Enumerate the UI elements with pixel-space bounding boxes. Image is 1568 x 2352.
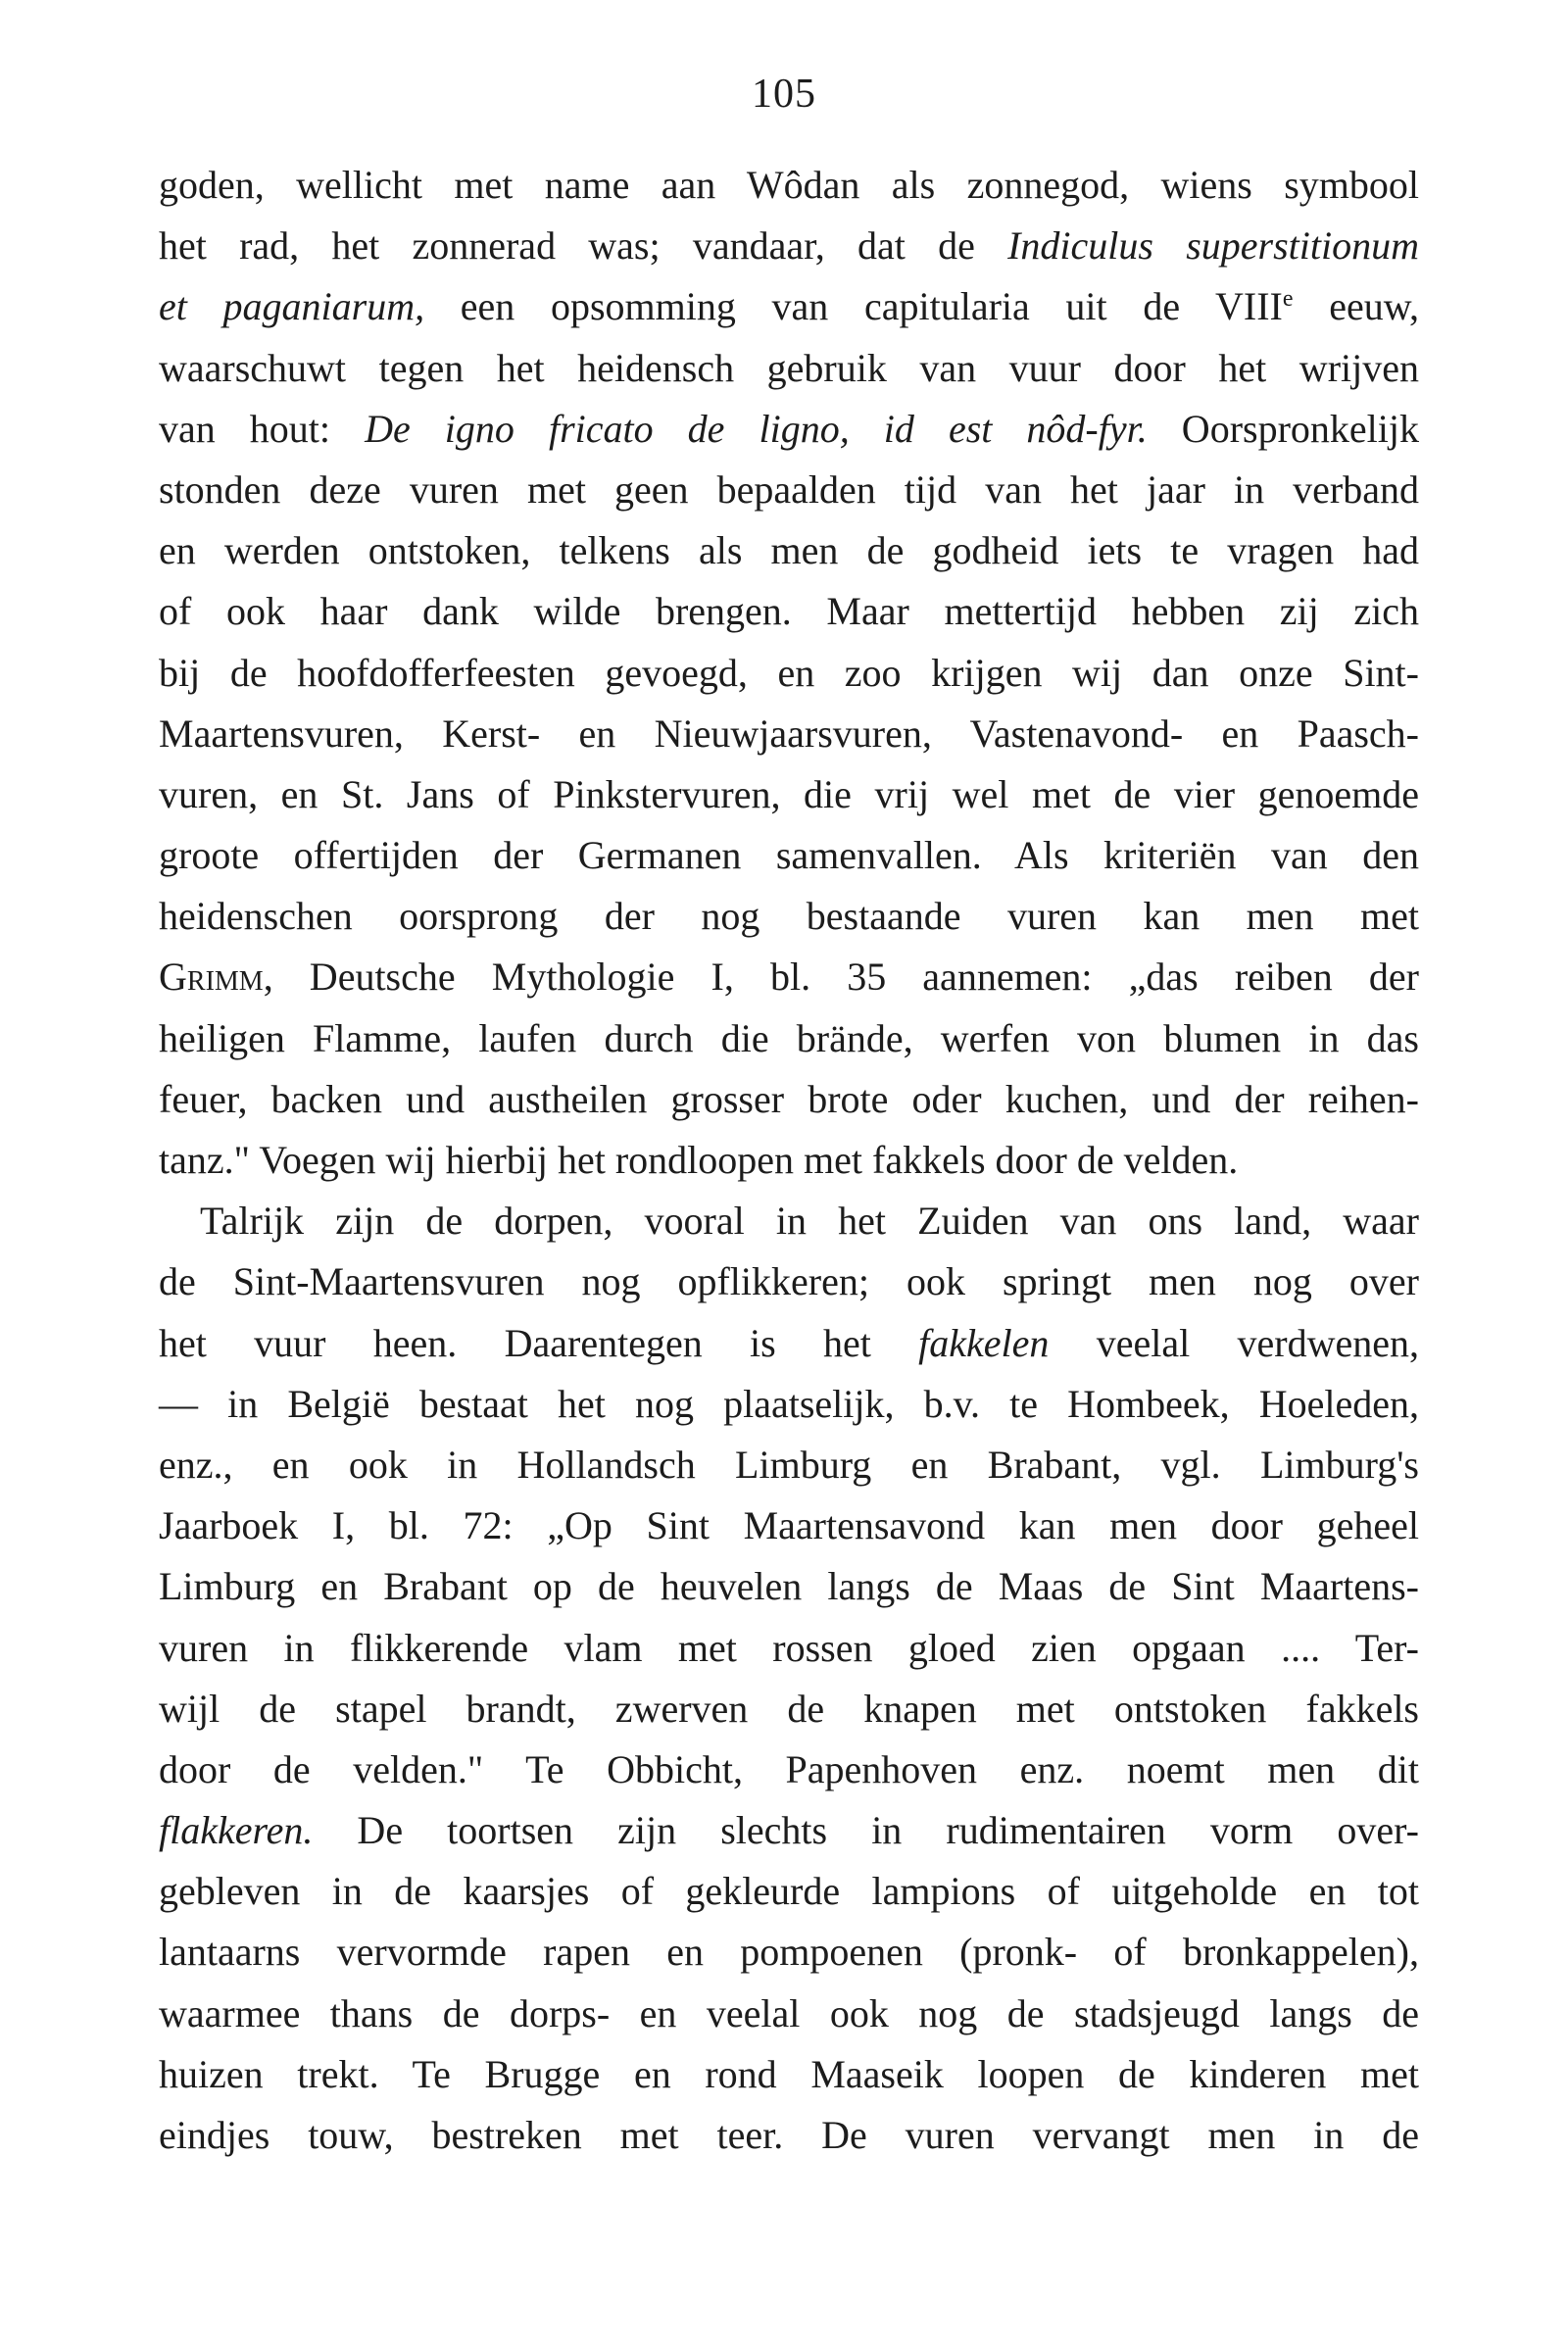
text-run: de Sint-Maartensvuren nog opflikkeren; ook springt men nog over [159, 1259, 1419, 1304]
text-line [159, 338, 1419, 399]
superscript: e [1282, 286, 1294, 313]
text-line [159, 1313, 1419, 1374]
text-run: wijl de stapel brandt, zwerven de knapen met ontstoken fakkels [159, 1686, 1419, 1731]
text-run: Jaarboek I, bl. 72: „Op Sint Maartensavond kan men door geheel [159, 1503, 1419, 1548]
italic-phrase: et paganiarum, [159, 284, 425, 329]
text-line [159, 886, 1419, 947]
text-line [159, 1130, 1419, 1191]
text-run: eeuw, [1293, 284, 1419, 329]
text-run: goden, wellicht met name aan Wôdan als zonnegod, wiens symbool [159, 163, 1419, 207]
text-line [159, 1679, 1419, 1740]
text-run: lantaarns vervormde rapen en pompoenen (pronk- of bronkappelen), [159, 1930, 1419, 1975]
text-run: heiligen Flamme, laufen durch die brände, werfen von blumen in das [159, 1015, 1419, 1060]
text-run: feuer, backen und austheilen grosser brote oder kuchen, und der reihen- [159, 1076, 1419, 1121]
text-run: , Deutsche Mythologie I, bl. 35 aannemen: „das reiben der [263, 955, 1419, 1000]
text-run: waarschuwt tegen het heidensch gebruik van vuur door het wrijven [159, 345, 1419, 390]
italic-phrase: Indiculus superstitionum [1007, 223, 1419, 269]
text-run: of ook haar dank wilde brengen. Maar mettertijd hebben zij zich [159, 589, 1419, 634]
italic-phrase: flakkeren. [159, 1808, 314, 1853]
author-name-smallcaps: Grimm [159, 955, 264, 1000]
text-line [159, 1618, 1419, 1679]
text-run: van hout: [159, 406, 366, 451]
text-line [159, 276, 1419, 337]
italic-phrase: De igno fricato de ligno, id est nôd-fyr. [365, 406, 1148, 451]
text-line [159, 1861, 1419, 1922]
page-number: 105 [752, 72, 816, 117]
text-run: huizen trekt. Te Brugge en rond Maaseik loopen de kinderen met [159, 2051, 1419, 2096]
text-line [159, 1556, 1419, 1617]
text-run: stonden deze vuren met geen bepaalden tijd van het jaar in verband [159, 466, 1419, 512]
text-line [159, 460, 1419, 520]
text-run: heidenschen oorsprong der nog bestaande vuren kan men met [159, 894, 1419, 939]
text-run: Maartensvuren, Kerst- en Nieuwjaarsvuren, Vastenavond- en Paasch- [159, 710, 1419, 756]
text-line [159, 1740, 1419, 1800]
text-run: door de velden." Te Obbicht, Papenhoven enz. noemt men dit [159, 1746, 1419, 1791]
text-line [159, 704, 1419, 764]
text-line [159, 825, 1419, 886]
text-line [159, 1922, 1419, 1983]
body-text [159, 155, 1419, 2166]
text-line [159, 1435, 1419, 1495]
text-run: groote offertijden der Germanen samenvallen. Als kriteriën van den [159, 833, 1419, 878]
text-run: waarmee thans de dorps- en veelal ook nog de stadsjeugd langs de [159, 1990, 1419, 2035]
text-run: Limburg en Brabant op de heuvelen langs de Maas de Sint Maartens- [159, 1564, 1419, 1609]
text-line [159, 520, 1419, 581]
text-line [159, 947, 1419, 1007]
text-run: eindjes touw, bestreken met teer. De vuren vervangt men in de [159, 2113, 1419, 2157]
text-run: gebleven in de kaarsjes of gekleurde lampions of uitgeholde en tot [159, 1869, 1419, 1914]
text-run: vuren in flikkerende vlam met rossen gloed zien opgaan .... Ter- [159, 1625, 1419, 1670]
text-line [159, 155, 1419, 216]
text-run: het rad, het zonnerad was; vandaar, dat de [159, 223, 1008, 269]
text-line [159, 399, 1419, 460]
text-run: vuren, en St. Jans of Pinkstervuren, die vrij wel met de vier genoemde [159, 771, 1419, 816]
text-run: enz., en ook in Hollandsch Limburg en Brabant, vgl. Limburg's [159, 1442, 1419, 1487]
text-line [159, 216, 1419, 276]
text-line [159, 1069, 1419, 1130]
text-run: tanz." Voegen wij hierbij het rondloopen met fakkels door de velden. [159, 1138, 1239, 1182]
text-run: en werden ontstoken, telkens als men de godheid iets te vragen had [159, 528, 1419, 573]
text-line [159, 1008, 1419, 1069]
text-run: veelal verdwenen, [1049, 1320, 1419, 1365]
text-run: een opsomming van capitularia uit de VIII [424, 284, 1283, 329]
italic-phrase: fakkelen [918, 1320, 1050, 1365]
text-line [159, 1495, 1419, 1556]
text-run: De toortsen zijn slechts in rudimentairen vorm over- [313, 1808, 1419, 1853]
text-line [159, 764, 1419, 825]
text-line [159, 2044, 1419, 2105]
text-run: bij de hoofdofferfeesten gevoegd, en zoo krijgen wij dan onze Sint- [159, 650, 1419, 695]
text-run: — in België bestaat het nog plaatselijk, b.v. te Hombeek, Hoeleden, [159, 1381, 1419, 1426]
text-line [159, 1251, 1419, 1312]
text-line [159, 1191, 1419, 1251]
text-line [159, 643, 1419, 704]
text-line [159, 1374, 1419, 1435]
text-run: Talrijk zijn de dorpen, vooral in het Zuiden van ons land, waar [200, 1199, 1419, 1244]
text-line [159, 2105, 1419, 2166]
text-line [159, 581, 1419, 642]
text-run: Oorspronkelijk [1147, 406, 1419, 451]
text-run: het vuur heen. Daarentegen is het [159, 1320, 919, 1365]
text-line [159, 1800, 1419, 1861]
text-line [159, 1984, 1419, 2044]
